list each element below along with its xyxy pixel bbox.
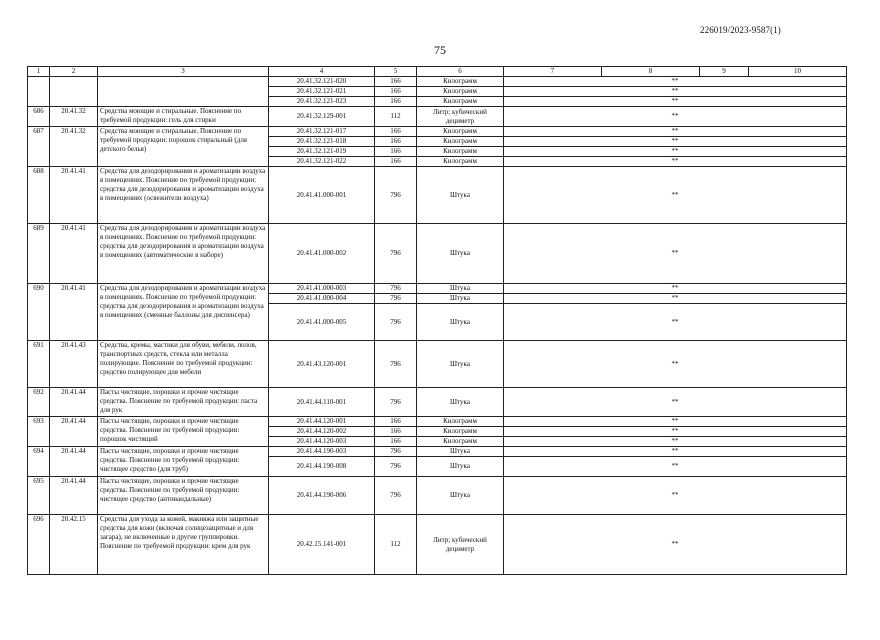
ktru-code: 20.41.32.121-020 bbox=[269, 77, 375, 87]
unit-name: Килограмм bbox=[417, 147, 504, 157]
ktru-code: 20.41.44.190-008 bbox=[269, 457, 375, 477]
okpd-code: 20.42.15 bbox=[50, 515, 98, 575]
col-header: 1 bbox=[28, 67, 50, 77]
unit-name: Килограмм bbox=[417, 87, 504, 97]
item-description: Средства, кремы, мастики для обуви, мебели, полов, транспортных средств, стекла или металла полирующие. Пояснение по требуемой продукции: средство полирующее для мебели bbox=[98, 341, 269, 388]
okpd-code: 20.41.32 bbox=[50, 127, 98, 167]
col-header: 4 bbox=[269, 67, 375, 77]
mark-cell: ** bbox=[504, 515, 847, 575]
mark-cell: ** bbox=[504, 87, 847, 97]
ktru-code: 20.41.44.190-006 bbox=[269, 477, 375, 515]
item-description: Средства для дезодорирования и ароматизации воздуха в помещениях. Пояснение по требуемой продукции: средства для дезодорирования и ароматизации воздуха в помещениях (освежители воздуха) bbox=[98, 167, 269, 224]
unit-code: 166 bbox=[375, 427, 417, 437]
ktru-code: 20.42.15.141-001 bbox=[269, 515, 375, 575]
col-header: 7 bbox=[504, 67, 602, 77]
item-description: Пасты чистящие, порошки и прочие чистящие средства. Пояснение по требуемой продукции: чистящее средство (антивандальные) bbox=[98, 477, 269, 515]
okpd-code: 20.41.44 bbox=[50, 417, 98, 447]
row-number: 692 bbox=[28, 388, 50, 417]
mark-cell: ** bbox=[504, 167, 847, 224]
ktru-code: 20.41.44.110-001 bbox=[269, 388, 375, 417]
header-row bbox=[28, 67, 847, 77]
unit-name: Литр; кубический дециметр bbox=[417, 107, 504, 127]
row-number: 696 bbox=[28, 515, 50, 575]
ktru-code: 20.41.32.121-018 bbox=[269, 137, 375, 147]
table-row bbox=[28, 77, 847, 87]
mark-cell: ** bbox=[504, 437, 847, 447]
row-number: 689 bbox=[28, 224, 50, 284]
ktru-code: 20.41.32.121-017 bbox=[269, 127, 375, 137]
unit-code: 796 bbox=[375, 341, 417, 388]
unit-code: 166 bbox=[375, 147, 417, 157]
okpd-code: 20.41.44 bbox=[50, 477, 98, 515]
row-number: 686 bbox=[28, 107, 50, 127]
item-description: Пасты чистящие, порошки и прочие чистящие средства. Пояснение по требуемой продукции: паста для рук bbox=[98, 388, 269, 417]
unit-name: Литр; кубический дециметр bbox=[417, 515, 504, 575]
unit-code: 166 bbox=[375, 97, 417, 107]
mark-cell: ** bbox=[504, 284, 847, 294]
unit-name: Килограмм bbox=[417, 157, 504, 167]
table-row bbox=[28, 284, 847, 294]
unit-name: Штука bbox=[417, 167, 504, 224]
col-header: 5 bbox=[375, 67, 417, 77]
item-description: Средства для дезодорирования и ароматизации воздуха в помещениях. Пояснение по требуемой продукции: средства для дезодорирования и ароматизации воздуха в помещениях (сменные баллоны для диспенсера) bbox=[98, 284, 269, 341]
mark-cell: ** bbox=[504, 157, 847, 167]
table-row bbox=[28, 515, 847, 575]
mark-cell: ** bbox=[504, 294, 847, 304]
unit-name: Штука bbox=[417, 341, 504, 388]
unit-name: Килограмм bbox=[417, 127, 504, 137]
table-row bbox=[28, 224, 847, 284]
unit-name: Килограмм bbox=[417, 97, 504, 107]
mark-cell: ** bbox=[504, 77, 847, 87]
unit-name: Штука bbox=[417, 457, 504, 477]
unit-name: Килограмм bbox=[417, 137, 504, 147]
unit-code: 166 bbox=[375, 87, 417, 97]
row-number: 687 bbox=[28, 127, 50, 167]
unit-code: 796 bbox=[375, 294, 417, 304]
okpd-code: 20.41.32 bbox=[50, 107, 98, 127]
col-header: 10 bbox=[749, 67, 847, 77]
ktru-code: 20.41.44.120-003 bbox=[269, 437, 375, 447]
unit-name: Штука bbox=[417, 447, 504, 457]
col-header: 3 bbox=[98, 67, 269, 77]
ktru-code: 20.41.32.121-022 bbox=[269, 157, 375, 167]
table-row bbox=[28, 341, 847, 388]
unit-name: Штука bbox=[417, 304, 504, 341]
okpd-code: 20.41.44 bbox=[50, 447, 98, 477]
row-number: 695 bbox=[28, 477, 50, 515]
mark-cell: ** bbox=[504, 417, 847, 427]
unit-name: Штука bbox=[417, 294, 504, 304]
unit-name: Штука bbox=[417, 477, 504, 515]
page-number: 75 bbox=[434, 43, 446, 57]
okpd-code: 20.41.44 bbox=[50, 388, 98, 417]
mark-cell: ** bbox=[504, 137, 847, 147]
unit-code: 166 bbox=[375, 137, 417, 147]
unit-name: Штука bbox=[417, 224, 504, 284]
item-description: Средства для ухода за кожей, макияжа или защитные средства для кожи (включая солнцезащитные и для загара), не включенные в другие группировки. Пояснение по требуемой продукции: крем для рук bbox=[98, 515, 269, 575]
col-header: 6 bbox=[417, 67, 504, 77]
ktru-code: 20.41.41.000-005 bbox=[269, 304, 375, 341]
row-number: 694 bbox=[28, 447, 50, 477]
col-header: 9 bbox=[700, 67, 749, 77]
mark-cell: ** bbox=[504, 457, 847, 477]
unit-code: 796 bbox=[375, 388, 417, 417]
ktru-code: 20.41.32.121-023 bbox=[269, 97, 375, 107]
row-number: 688 bbox=[28, 167, 50, 224]
mark-cell: ** bbox=[504, 147, 847, 157]
unit-code: 796 bbox=[375, 167, 417, 224]
ktru-code: 20.41.44.120-002 bbox=[269, 427, 375, 437]
ktru-code: 20.41.44.120-001 bbox=[269, 417, 375, 427]
okpd-code: 20.41.41 bbox=[50, 284, 98, 341]
mark-cell: ** bbox=[504, 107, 847, 127]
unit-code: 796 bbox=[375, 304, 417, 341]
table-row bbox=[28, 107, 847, 127]
ktru-code: 20.41.43.120-001 bbox=[269, 341, 375, 388]
unit-name: Штука bbox=[417, 388, 504, 417]
mark-cell: ** bbox=[504, 388, 847, 417]
item-description: Пасты чистящие, порошки и прочие чистящие средства. Пояснение по требуемой продукции: порошок чистящий bbox=[98, 417, 269, 447]
mark-cell: ** bbox=[504, 341, 847, 388]
item-description: Средства для дезодорирования и ароматизации воздуха в помещениях. Пояснение по требуемой продукции: средства для дезодорирования и ароматизации воздуха в помещениях (автоматические в наборе) bbox=[98, 224, 269, 284]
unit-code: 796 bbox=[375, 447, 417, 457]
mark-cell: ** bbox=[504, 97, 847, 107]
ktru-code: 20.41.44.190-003 bbox=[269, 447, 375, 457]
row-number: 690 bbox=[28, 284, 50, 341]
ktru-code: 20.41.41.000-002 bbox=[269, 224, 375, 284]
unit-code: 796 bbox=[375, 284, 417, 294]
col-header: 8 bbox=[602, 67, 700, 77]
unit-code: 112 bbox=[375, 107, 417, 127]
unit-code: 112 bbox=[375, 515, 417, 575]
unit-code: 796 bbox=[375, 224, 417, 284]
table-row bbox=[28, 167, 847, 224]
item-description bbox=[98, 77, 269, 107]
ktru-code: 20.41.32.121-021 bbox=[269, 87, 375, 97]
ktru-code: 20.41.32.129-001 bbox=[269, 107, 375, 127]
ktru-code: 20.41.41.000-001 bbox=[269, 167, 375, 224]
okpd-code bbox=[50, 77, 98, 107]
mark-cell: ** bbox=[504, 127, 847, 137]
mark-cell: ** bbox=[504, 224, 847, 284]
okpd-code: 20.41.43 bbox=[50, 341, 98, 388]
unit-code: 796 bbox=[375, 477, 417, 515]
item-description: Пасты чистящие, порошки и прочие чистящие средства. Пояснение по требуемой продукции: чистящее средство (для труб) bbox=[98, 447, 269, 477]
table-row bbox=[28, 477, 847, 515]
unit-code: 796 bbox=[375, 457, 417, 477]
mark-cell: ** bbox=[504, 447, 847, 457]
unit-name: Килограмм bbox=[417, 77, 504, 87]
row-number bbox=[28, 77, 50, 107]
item-description: Средства моющие и стиральные. Пояснение по требуемой продукции: гель для стирки bbox=[98, 107, 269, 127]
okpd-code: 20.41.41 bbox=[50, 224, 98, 284]
mark-cell: ** bbox=[504, 427, 847, 437]
procurement-table bbox=[27, 66, 847, 575]
col-header: 2 bbox=[50, 67, 98, 77]
table-row bbox=[28, 127, 847, 137]
unit-code: 166 bbox=[375, 157, 417, 167]
unit-name: Килограмм bbox=[417, 417, 504, 427]
row-number: 691 bbox=[28, 341, 50, 388]
ktru-code: 20.41.41.000-004 bbox=[269, 294, 375, 304]
table-row bbox=[28, 388, 847, 417]
mark-cell: ** bbox=[504, 304, 847, 341]
unit-code: 166 bbox=[375, 77, 417, 87]
unit-name: Штука bbox=[417, 284, 504, 294]
ktru-code: 20.41.32.121-019 bbox=[269, 147, 375, 157]
item-description: Средства моющие и стиральные. Пояснение по требуемой продукции: порошок стиральный (для детского белья) bbox=[98, 127, 269, 167]
mark-cell: ** bbox=[504, 477, 847, 515]
unit-name: Килограмм bbox=[417, 427, 504, 437]
document-number: 226019/2023-9587(1) bbox=[700, 25, 781, 35]
ktru-code: 20.41.41.000-003 bbox=[269, 284, 375, 294]
okpd-code: 20.41.41 bbox=[50, 167, 98, 224]
unit-name: Килограмм bbox=[417, 437, 504, 447]
unit-code: 166 bbox=[375, 437, 417, 447]
row-number: 693 bbox=[28, 417, 50, 447]
table-row bbox=[28, 447, 847, 457]
table-row bbox=[28, 417, 847, 427]
unit-code: 166 bbox=[375, 417, 417, 427]
unit-code: 166 bbox=[375, 127, 417, 137]
